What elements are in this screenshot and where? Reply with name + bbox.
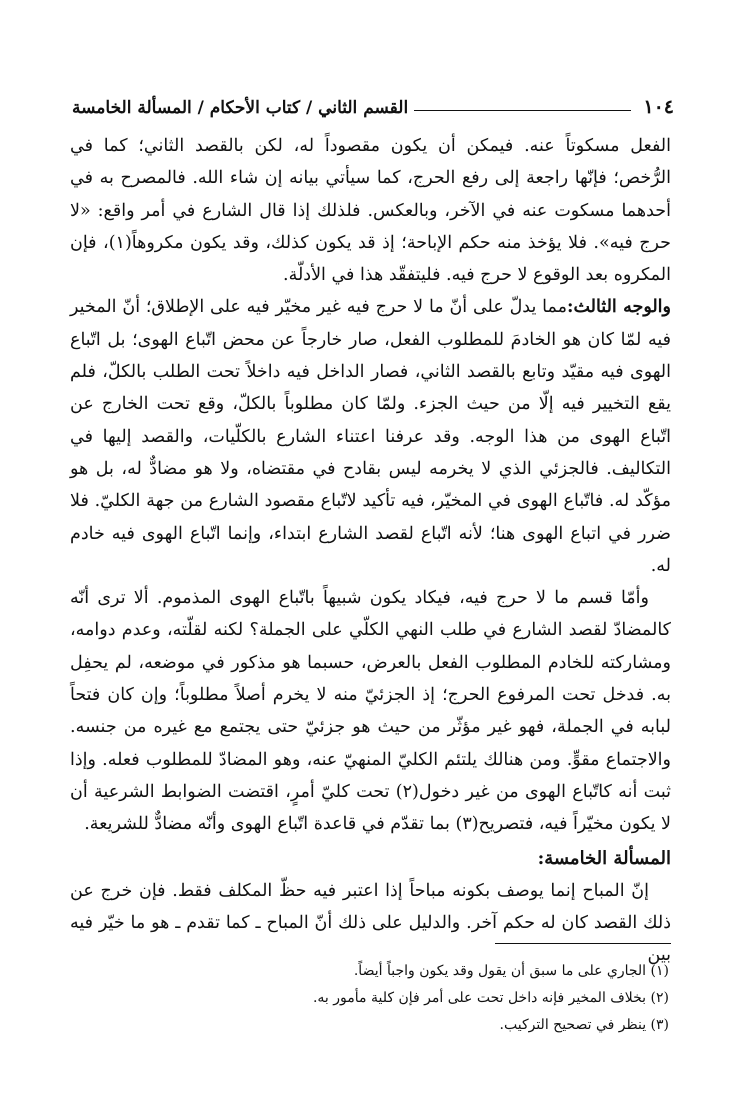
page-body bbox=[70, 130, 671, 972]
footnote-separator bbox=[495, 943, 671, 944]
footnote-2: (٢) بخلاف المخير فإنه داخل تحت على أمر فإن كلية مأمور به. bbox=[312, 990, 669, 1006]
section-heading: المسألة الخامسة: bbox=[537, 847, 671, 869]
footnote-1: (١) الجاري على ما سبق أن يقول وقد يكون واجباً أيضاً. bbox=[353, 963, 669, 979]
footnotes bbox=[70, 958, 669, 1039]
paragraph-1: الفعل مسكوتاً عنه. فيمكن أن يكون مقصوداً له، لكن بالقصد الثاني؛ كما في الرُّخص؛ فإنّها راجعة إلى رفع الحرج، كما سيأتي بيانه إن شاء الله. فالمصرح به في أحدهما مسكوت عنه في الآخر، وبالعكس. فلذلك إذا قال الشارع في أمر واقع: «لا حرج فيه». فلا يؤخذ منه حكم الإباحة؛ إذ قد يكون كذلك، وقد يكون مكروهاً(١)، فإن المكروه بعد الوقوع لا حرج فيه. فليتفقّد هذا في الأدلّة. bbox=[70, 136, 672, 286]
footnote-3: (٣) ينظر في تصحيح التركيب. bbox=[499, 1017, 669, 1033]
page-number: ١٠٤ bbox=[643, 96, 674, 118]
paragraph-4: إنّ المباح إنما يوصف بكونه مباحاً إذا اعتبر فيه حظّ المكلف فقط. فإن خرج عن ذلك القصد كان له حكم آخر. والدليل على ذلك أنّ المباح ـ كما تقدم ـ هو ما خيّر فيه بين bbox=[70, 880, 671, 966]
paragraph-2 bbox=[70, 291, 671, 582]
page-header bbox=[72, 88, 674, 118]
header-rule bbox=[414, 110, 631, 111]
paragraph-2-lead: والوجه الثالث: bbox=[567, 297, 671, 318]
paragraph-3: وأمّا قسم ما لا حرج فيه، فيكاد يكون شبيهاً باتّباع الهوى المذموم. ألا ترى أنّه كالمضادّ لقصد الشارع في طلب النهي الكلّي على الجملة؟ لكنه لقلّته، وعدم دوامه، ومشاركته للخادم المطلوب الفعل بالعرض، حسبما هو مذكور في موضعه، لم يحفِل به. فدخل تحت المرفوع الحرج؛ إذ الجزئيّ منه لا يخرم أصلاً مطلوباً؛ وإن كان فتحاً لبابه في الجملة، فهو غير مؤثّر من حيث هو جزئيّ حتى يجتمع مع غيره من جنسه. والاجتماع مقوٍّ. ومن هنالك يلتئم الكليّ المنهيّ عنه، وهو المضادّ للمطلوب فعله. وإذا ثبت أنه كاتّباع الهوى من غير دخول(٢) تحت كليّ أمرٍ، اقتضت الضوابط الشرعية أن لا يكون مخيّراً فيه، فتصريح(٣) بما تقدّم في قاعدة اتّباع الهوى وأنّه مضادٌّ للشريعة. bbox=[70, 588, 671, 835]
running-title: القسم الثاني / كتاب الأحكام / المسألة الخامسة bbox=[72, 98, 409, 118]
paragraph-2-text: مما يدلّ على أنّ ما لا حرج فيه غير مخيّر فيه على الإطلاق؛ أنّ المخير فيه لمّا كان هو الخادمَ للمطلوب الفعل، صار خارجاً عن محض اتّباع الهوى؛ بل اتّباع الهوى فيه مقيّد وتابع بالقصد الثاني، فصار الداخل فيه داخلاً تحت الطلب بالكلّ، فلم يقع التخيير فيه إلّا من حيث الجزء. ولمّا كان مطلوباً بالكلّ، وقع تحت الخارج عن اتّباع الهوى من هذا الوجه. وقد عرفنا اعتناء الشارع بالكلّيات، والقصد إليها في التكاليف. فالجزئي الذي لا يخرمه ليس بقادح في مقتضاه، ولا هو مضادٌّ له، بل هو مؤكّد له. فاتّباع الهوى في المخيّر، فيه تأكيد لاتّباع مقصود الشارع من جهة الكليّ. فلا ضرر في اتباع الهوى هنا؛ لأنه اتّباع لقصد الشارع ابتداء، وإنما اتّباع الهوى فيه خادم له. bbox=[70, 297, 671, 576]
